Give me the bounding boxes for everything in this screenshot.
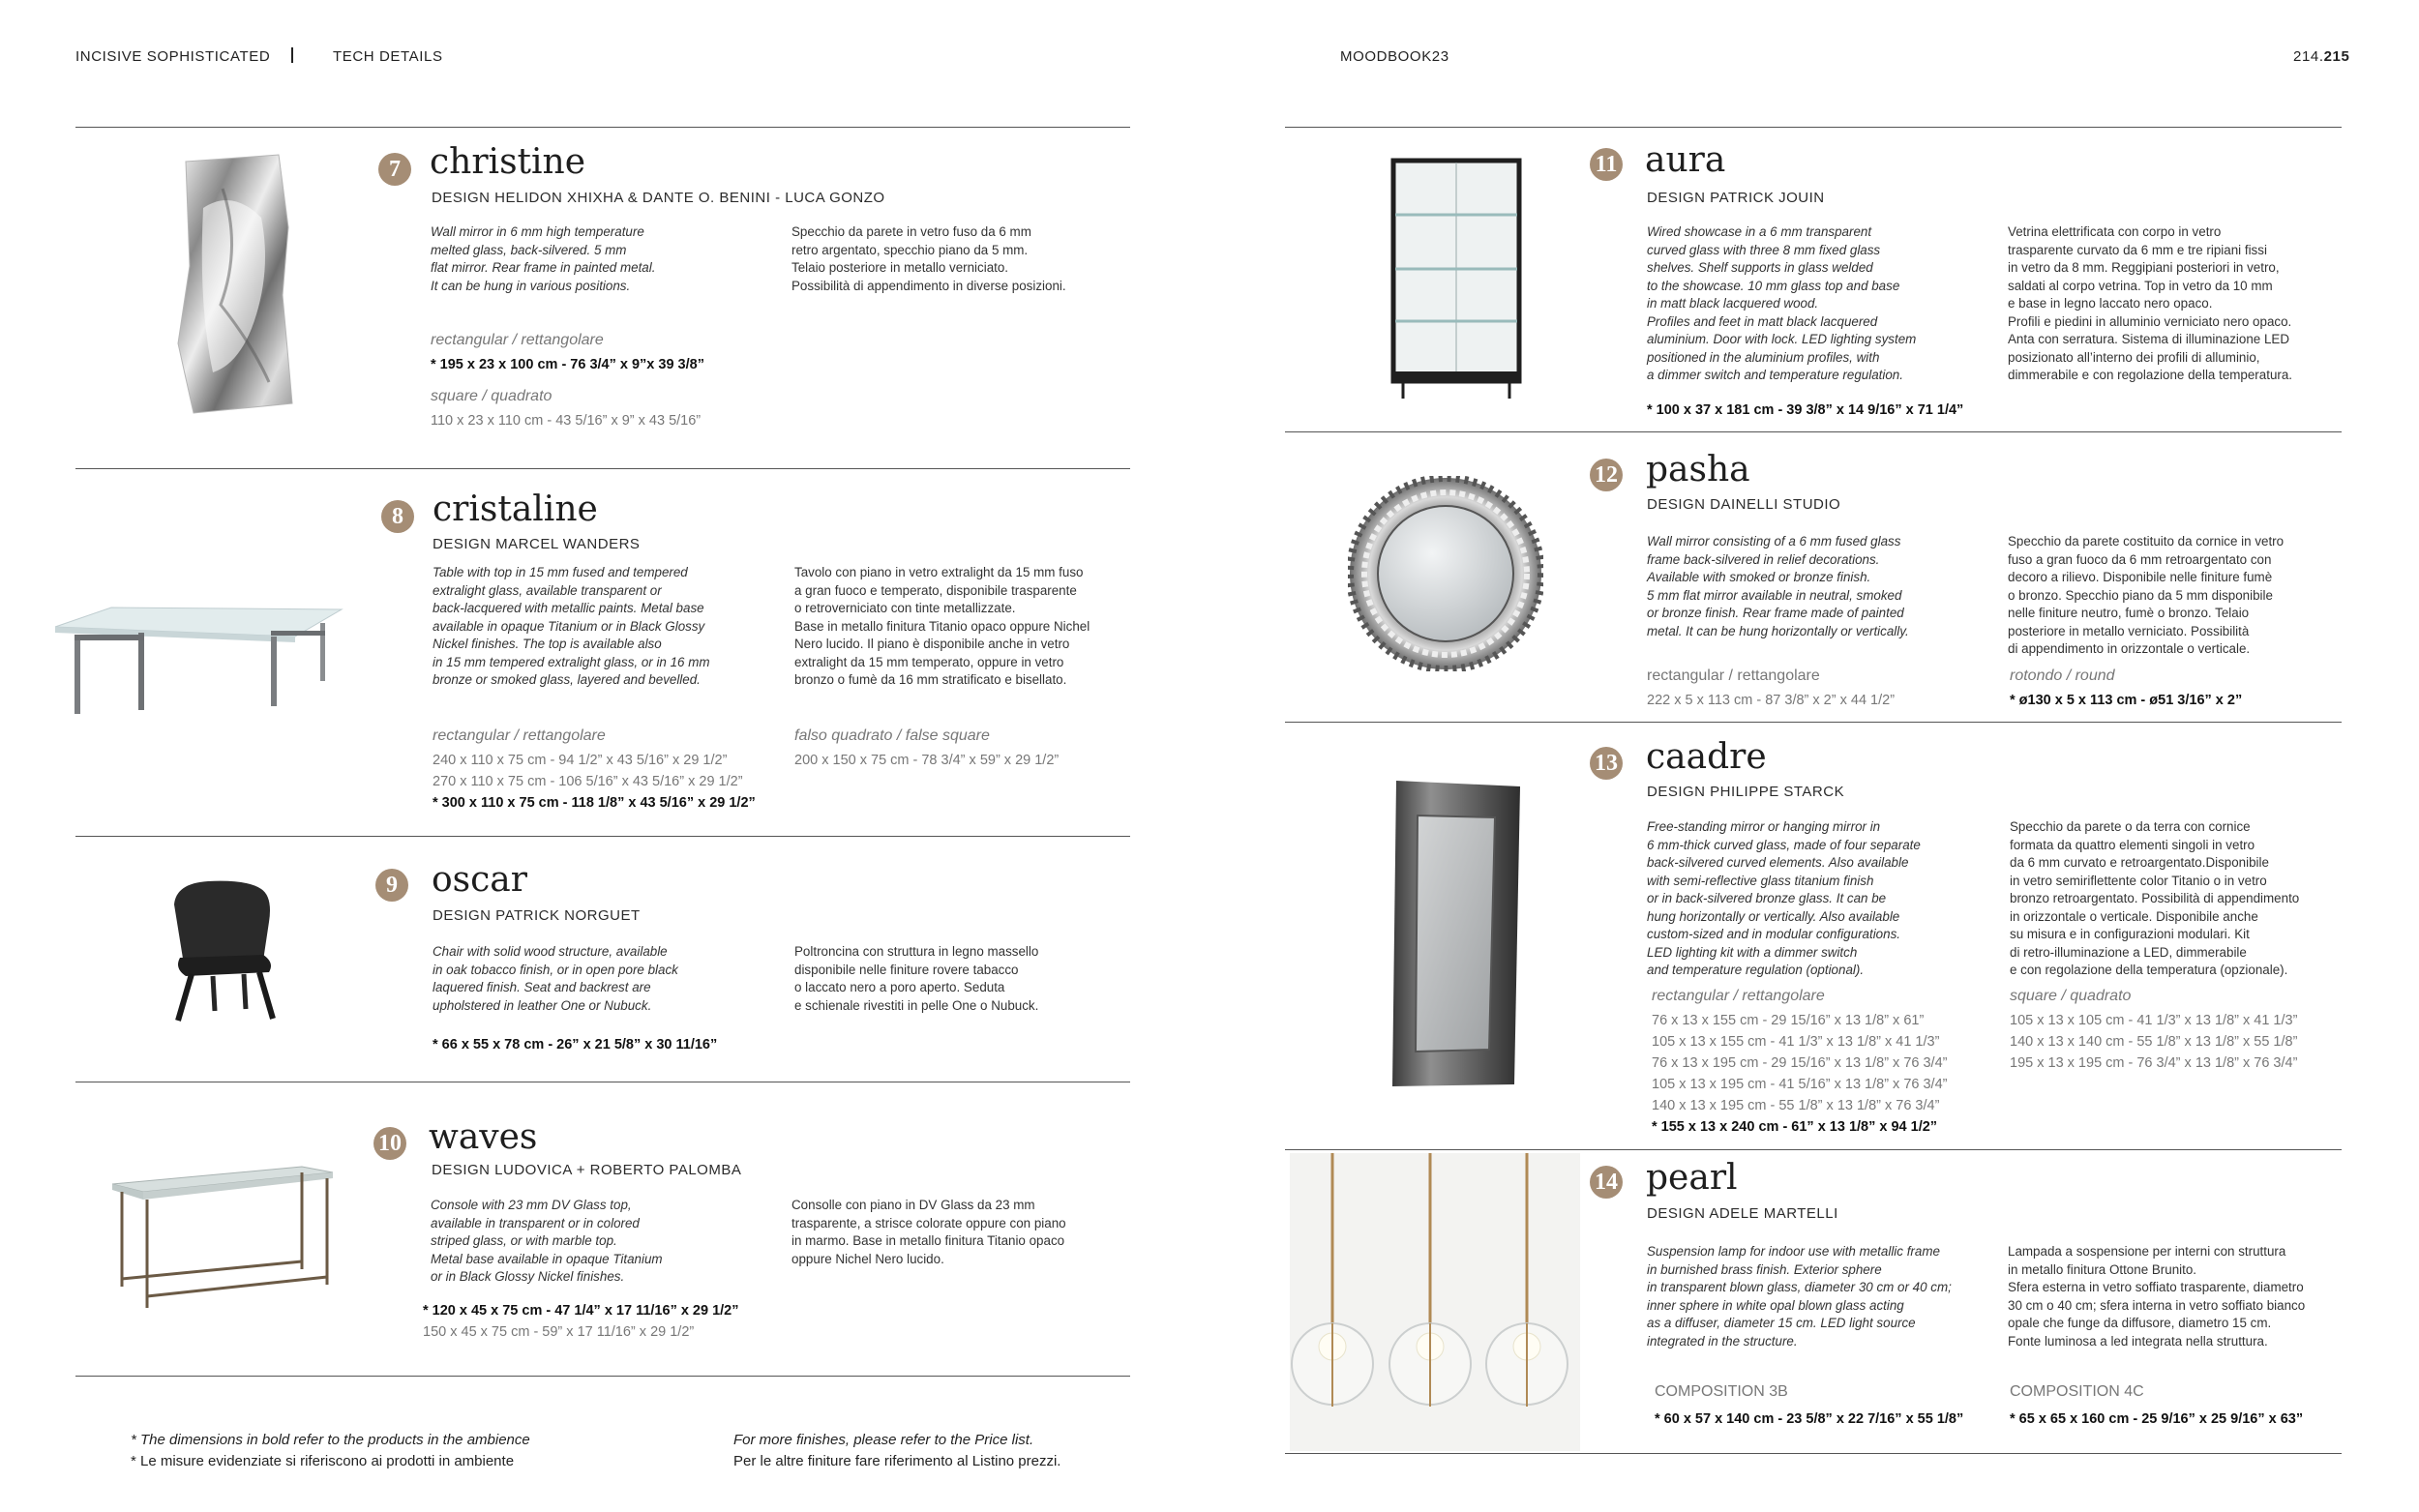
product-title: oscar [432,860,527,900]
description-en: Suspension lamp for indoor use with metallic frame in burnished brass finish. Exterior sphere in transparent blown glass, diameter 30 cm or 40 cm; inner sphere in white opal blown glass acting as a diffuser, diameter 15 cm. LED light source integrated in the structure. [1647,1244,1952,1349]
dimension-values: 240 x 110 x 75 cm - 94 1/2” x 43 5/16” x 29 1/2” 270 x 110 x 75 cm - 106 5/16” x 43 5/16” x 29 1/2” [433,753,743,789]
header-publication: MOODBOOK23 [1340,48,1449,65]
product-designer: DESIGN DAINELLI STUDIO [1647,496,1841,513]
finish-note-it: Per le altre finiture fare riferimento al Listino prezzi. [733,1453,1061,1469]
dimension-bold: * 100 x 37 x 181 cm - 39 3/8” x 14 9/16” x 71 1/4” [1647,402,1964,418]
product-number-badge: 11 [1590,148,1623,181]
pasha-mirror-image [1348,476,1543,671]
footnote-it: * Le misure evidenziate si riferiscono ai prodotti in ambiente [131,1453,515,1469]
caadre-mirror-image [1389,779,1524,1091]
dimension-values: 76 x 13 x 155 cm - 29 15/16” x 13 1/8” x 61” 105 x 13 x 155 cm - 41 1/3” x 13 1/8” x 41 1/3” 76 x 13 x 195 cm - 29 15/16” x 13 1/8” x 76 3/4” 105 x 13 x 195 cm - 41 5/16” x 13 1/8” x 76 3/4” 140 x 13 x 195 cm - 55 1/8” x 13 1/8” x 76 3/4” [1652,1013,1948,1113]
dimension-values: 222 x 5 x 113 cm - 87 3/8” x 2” x 44 1/2” [1647,693,1896,708]
product-number-badge: 14 [1590,1166,1623,1199]
dimension-label: rectangular / rettangolare [1647,667,1820,684]
product-designer: DESIGN HELIDON XHIXHA & DANTE O. BENINI - LUCA GONZO [432,190,885,206]
product-title: waves [429,1117,538,1157]
product-title: christine [430,142,586,182]
product-title: aura [1645,140,1726,180]
description-en: Wall mirror consisting of a 6 mm fused glass frame back-silvered in relief decorations. Available with smoked or bronze finish. 5 mm flat mirror available in neutral, smoked or bronze finish. Rear frame made of painted metal. It can be hung horizontally or vertically. [1647,534,1909,638]
description-it: Specchio da parete o da terra con cornice formata da quattro elementi singoli in vetro da 6 mm curvato e retroargentato.Disponibile in vetro semiriflettente color Titanio o in vetro bronzo retroargentato. Possibilità di appendimento in orizzontale o verticale. Disponibile anche su misura e in configurazioni modulari. Kit di retro-illuminazione a LED, dimmerabile e con regolazione della temperatura (opzionale). [2010,819,2300,977]
description-it: Vetrina elettrificata con corpo in vetro trasparente curvato da 6 mm e tre ripiani fissi in vetro da 8 mm. Reggipiani posteriori in vetro, saldati al corpo vetrina. Top in vetro da 10 mm e base in legno laccato nero opaco. Profili e piedini in alluminio verniciato nero opaco. Anta con serratura. Sistema di illuminazione LED posizionato all’interno dei profili di alluminio, dimmerabile e con regolazione della temperatura. [2008,224,2293,382]
dimension-values: 110 x 23 x 110 cm - 43 5/16” x 9” x 43 5/16” [431,413,702,429]
dimension-label: rectangular / rettangolare [433,727,606,744]
header-divider [291,47,293,63]
dimension-label: rectangular / rettangolare [431,332,604,348]
divider [1285,722,2342,723]
dimension-label: rectangular / rettangolare [1652,988,1825,1004]
product-title: caadre [1646,737,1767,777]
product-designer: DESIGN PHILIPPE STARCK [1647,784,1845,800]
dimension-bold: * ø130 x 5 x 113 cm - ø51 3/16” x 2” [2010,693,2243,708]
description-it: Poltroncina con struttura in legno massello disponibile nelle finiture rovere tabacco o laccato nero a poro aperto. Seduta e schienale rivestiti in pelle One o Nubuck. [794,944,1039,1013]
description-en: Wall mirror in 6 mm high temperature melted glass, back-silvered. 5 mm flat mirror. Rear frame in painted metal. It can be hung in various positions. [431,224,656,293]
oscar-chair-image [155,875,290,1025]
product-designer: DESIGN LUDOVICA + ROBERTO PALOMBA [432,1162,742,1178]
description-en: Wired showcase in a 6 mm transparent curved glass with three 8 mm fixed glass shelves. Shelf supports in glass welded to the showcase. 10 mm glass top and base in matt black lacquered wood. Profiles and feet in matt black lacquered aluminium. Door with lock. LED lighting system positioned in the aluminium profiles, with a dimmer switch and temperature regulation. [1647,224,1917,382]
header-section: INCISIVE SOPHISTICATED [75,48,271,65]
pearl-lamp-image [1290,1153,1580,1451]
divider [1285,431,2342,432]
description-it: Tavolo con piano in vetro extralight da 15 mm fuso a gran fuoco e temperato, disponibile trasparente o retroverniciato con tinte metallizzate. Base in metallo finitura Titanio opaco oppure Nichel Nero lucido. Il piano è disponibile anche in vetro extralight da 15 mm temperato, oppure in vetro bronzo o fumè da 16 mm stratificato e bisellato. [794,565,1090,687]
divider [75,836,1130,837]
description-it: Specchio da parete in vetro fuso da 6 mm retro argentato, specchio piano da 5 mm. Telaio posteriore in metallo verniciato. Possibilità di appendimento in diverse posizioni. [791,224,1066,293]
dimension-label: square / quadrato [2010,988,2132,1004]
divider [75,127,1130,128]
dimension-bold: * 155 x 13 x 240 cm - 61” x 13 1/8” x 94 1/2” [1652,1119,1938,1135]
dimension-bold: * 66 x 55 x 78 cm - 26” x 21 5/8” x 30 11/16” [433,1037,718,1052]
product-title: cristaline [433,489,598,529]
dimension-label: falso quadrato / false square [794,727,990,744]
product-designer: DESIGN PATRICK NORGUET [433,907,641,924]
product-number-badge: 12 [1590,459,1623,491]
description-it: Consolle con piano in DV Glass da 23 mm trasparente, a strisce colorate oppure con piano in marmo. Base in metallo finitura Titanio opaco oppure Nichel Nero lucido. [791,1198,1066,1266]
footnote-en: * The dimensions in bold refer to the products in the ambience [131,1432,530,1448]
dimension-label: COMPOSITION 4C [2010,1383,2144,1400]
page-number: 214.215 [2293,48,2350,65]
dimension-values: 200 x 150 x 75 cm - 78 3/4” x 59” x 29 1/2” [794,753,1060,768]
description-en: Chair with solid wood structure, available in oak tobacco finish, or in open pore black laquered finish. Seat and backrest are upholstered in leather One or Nubuck. [433,944,678,1013]
product-number-badge: 13 [1590,747,1623,780]
dimension-values: 150 x 45 x 75 cm - 59” x 17 11/16” x 29 1/2” [423,1324,695,1340]
dimension-label: rotondo / round [2010,667,2115,684]
divider [1285,127,2342,128]
cristaline-table-image [53,592,343,718]
aura-showcase-image [1384,155,1529,401]
description-it: Specchio da parete costituito da cornice in vetro fuso a gran fuoco da 6 mm retroargentato con decoro a rilievo. Disponibile nelle finiture fumè o bronzo. Specchio piano da 5 mm disponibile nelle finiture neutro, fumè o bronzo. Telaio posteriore in metallo verniciato. Possibilità di appendimento in orizzontale o verticale. [2008,534,2285,656]
finish-note-en: For more finishes, please refer to the Price list. [733,1432,1034,1448]
description-en: Table with top in 15 mm fused and tempered extralight glass, available transparent or back-lacquered with metallic paints. Metal base available in opaque Titanium or in Black Glossy Nickel finishes. The top is available also in 15 mm tempered extralight glass, or in 16 mm bronze or smoked glass, layered and bevelled. [433,565,710,687]
product-number-badge: 7 [378,153,411,186]
product-number-badge: 9 [375,869,408,902]
waves-console-image [108,1161,341,1316]
dimension-bold: * 65 x 65 x 160 cm - 25 9/16” x 25 9/16” x 63” [2010,1411,2304,1427]
product-number-badge: 10 [373,1127,406,1160]
dimension-label: COMPOSITION 3B [1655,1383,1788,1400]
product-designer: DESIGN PATRICK JOUIN [1647,190,1825,206]
divider [75,1376,1130,1377]
description-it: Lampada a sospensione per interni con struttura in metallo finitura Ottone Brunito. Sfera esterna in vetro soffiato trasparente, diametro 30 cm o 40 cm; sfera interna in vetro soffiato bianco opale che funge da diffusore, diametro 15 cm. Fonte luminosa a led integrata nella struttura. [2008,1244,2306,1349]
description-en: Free-standing mirror or hanging mirror in 6 mm-thick curved glass, made of four separate back-silvered curved elements. Also available with semi-reflective glass titanium finish or in back-silvered bronze glass. It can be hung horizontally or vertically. Also available custom-sized and in modular configurations. LED lighting kit with a dimmer switch and temperature regulation (optional). [1647,819,1921,977]
description-en: Console with 23 mm DV Glass top, available in transparent or in colored striped glass, or with marble top. Metal base available in opaque Titanium or in Black Glossy Nickel finishes. [431,1198,663,1284]
product-designer: DESIGN ADELE MARTELLI [1647,1205,1838,1222]
dimension-bold: * 195 x 23 x 100 cm - 76 3/4” x 9”x 39 3/8” [431,357,704,372]
product-title: pearl [1646,1158,1738,1198]
dimension-label: square / quadrato [431,388,552,404]
divider [75,468,1130,469]
dimension-bold: * 120 x 45 x 75 cm - 47 1/4” x 17 11/16” x 29 1/2” [423,1303,739,1319]
divider [1285,1453,2342,1454]
divider [1285,1149,2342,1150]
dimension-bold: * 60 x 57 x 140 cm - 23 5/8” x 22 7/16” x 55 1/8” [1655,1411,1964,1427]
header-subsection: TECH DETAILS [333,48,443,65]
christine-mirror-image [164,150,300,421]
product-title: pasha [1646,450,1750,489]
dimension-bold: * 300 x 110 x 75 cm - 118 1/8” x 43 5/16” x 29 1/2” [433,795,756,811]
product-number-badge: 8 [381,500,414,533]
dimension-values: 105 x 13 x 105 cm - 41 1/3” x 13 1/8” x 41 1/3” 140 x 13 x 140 cm - 55 1/8” x 13 1/8” x 55 1/8” 195 x 13 x 195 cm - 76 3/4” x 13 1/8” x 76 3/4” [2010,1013,2298,1071]
product-designer: DESIGN MARCEL WANDERS [433,536,641,552]
